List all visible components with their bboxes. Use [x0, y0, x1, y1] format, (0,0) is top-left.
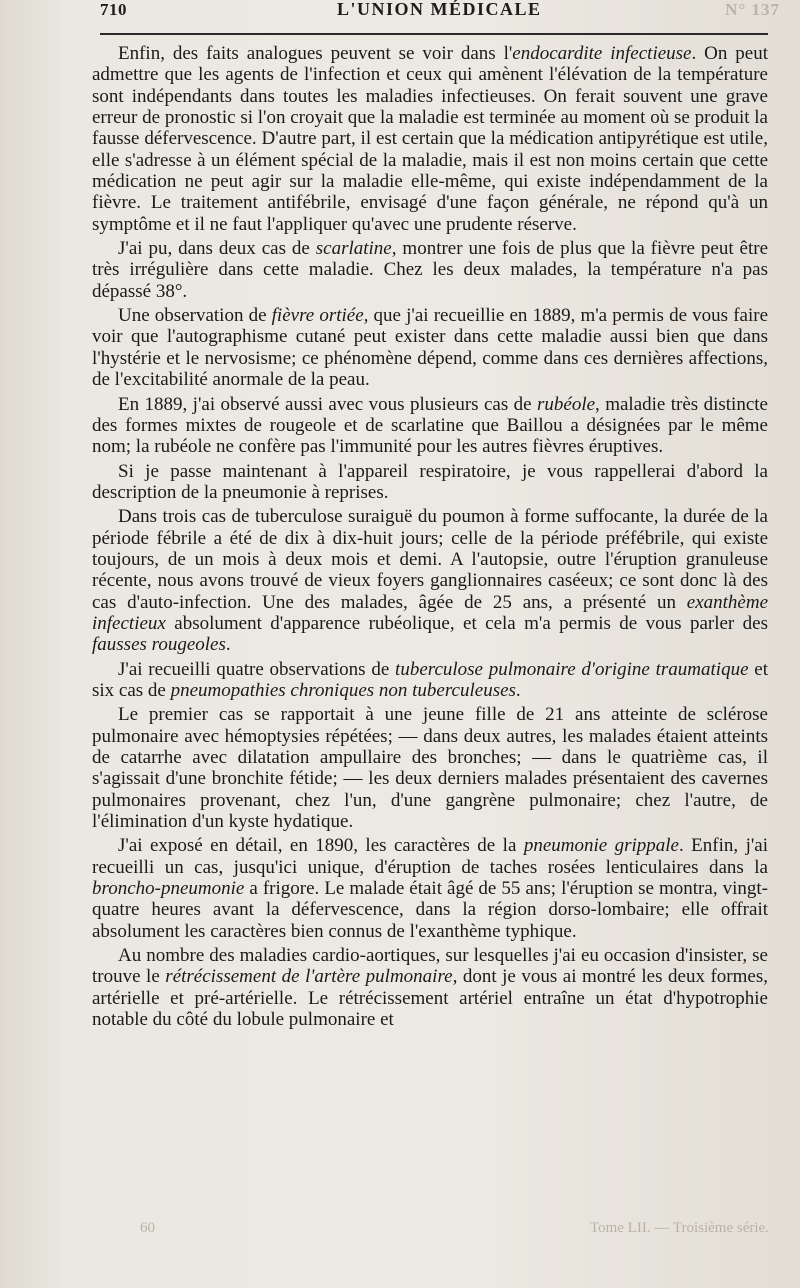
- text-run: Le premier cas se rapportait à une jeune fille de 21 ans atteinte de sclérose pulmonaire avec hémoptysies répétées; — dans deux autres, les malades étaient atteints de catarrhe avec dilatation ampullaire des bronches; — dans le quatrième cas, il s'agissait d'une bronchite fétide; — les deux derniers malades présentaient des cavernes pulmonaires provenant, chez l'un, d'une gangrène pulmonaire; chez l'autre, de l'élimination d'un kyste hydatique.: [92, 704, 768, 833]
- text-run: En 1889, j'ai observé aussi avec vous plusieurs cas de: [118, 393, 537, 415]
- italic-term: rétrécissement de l'artère pulmonaire,: [165, 966, 458, 988]
- italic-term: fausses rougeoles: [92, 634, 226, 656]
- text-run: a frigore. Le malade était âgé de 55 ans; l'éruption se montra, vingt-quatre heures avant la défervescence, dans la région dorso-lombaire; elle offrait absolument les caractères bien connus de l'exanthème typhique.: [92, 878, 768, 942]
- page-number: 710: [100, 0, 127, 19]
- text-run: dont je vous ai montré les deux formes, artérielle et pré-artérielle. Le rétrécissement artériel entraîne un état d'hypotrophie notable du côté du lobule pulmonaire et: [92, 966, 768, 1031]
- italic-term: fièvre ortiée,: [271, 305, 369, 327]
- page-header: [100, 0, 780, 26]
- body-text: [92, 43, 768, 1030]
- italic-term: broncho-pneumonie: [92, 878, 245, 900]
- italic-term: endocardite infectieuse: [512, 43, 692, 64]
- italic-term: pneumonie grippale: [523, 835, 679, 857]
- text-run: que j'ai recueillie en 1889, m'a permis de vous faire voir que l'autographisme cutané peut exister dans cette maladie aussi bien que dans l'hystérie et le nervosisme; ce phénomène dépend, comme dans ces dernières affections, de l'excitabilité anormale de la peau.: [92, 305, 768, 391]
- text-run: , montrer une fois de plus que la fièvre peut être très irrégulière dans cette maladie. Chez les deux malades, la température n'a pas dépassé 38°.: [92, 238, 769, 302]
- text-run: Enfin, des faits analogues peuvent se voir dans l': [118, 43, 513, 64]
- paragraph: [92, 945, 768, 1030]
- text-run: absolument d'apparence rubéolique, et cela m'a permis de vous parler des: [165, 612, 768, 634]
- italic-term: rubéole: [537, 393, 596, 415]
- italic-term: pneumopathies chroniques non tuberculeuses: [170, 679, 516, 701]
- paragraph: [92, 43, 768, 235]
- text-run: J'ai exposé en détail, en 1890, les caractères de la: [118, 835, 524, 857]
- text-run: , maladie très distincte des formes mixtes de rougeole et de scarlatine que Baillou a désignées par le même nom; la rubéole ne confère pas l'immunité pour les autres fièvres éruptives.: [92, 393, 768, 458]
- text-run: . On peut admettre que les agents de l'infection et ceux qui amènent l'élévation de la température sont indépendants dans toutes les maladies infectieuses. On ferait souvent une grave erreur de pronostic si l'on croyait que la maladie est terminée au moment où se produit la fausse défervescence. D'autre part, il est certain que la médication antipyrétique est utile, elle s'adresse à un élément spécial de la maladie, mais il est non moins certain que cette médication ne peut agir sur la maladie elle-même, qui existe indépendamment de la fièvre. Le traitement antifébrile, envisagé d'une façon générale, ne répond qu'à un symptôme et il ne faut l'appliquer qu'avec une prudente réserve.: [92, 43, 768, 235]
- paragraph: [92, 461, 768, 504]
- text-run: . Enfin, j'ai recueilli un cas, jusqu'ici unique, d'éruption de taches rosées lenticulaires dans la: [92, 835, 768, 878]
- text-run: Dans trois cas de tuberculose suraiguë du poumon à forme suffocante, la durée de la période fébrile a été de dix à dix-huit jours; celle de la période préfébrile, qui existe toujours, de un mois à deux mois et demi. A l'autopsie, outre l'éruption granuleuse récente, nous avons trouvé de vieux foyers ganglionnaires caséeux; ce sont donc là des cas d'auto-infection. Une des malades, âgée de 25 ans, a présenté un: [92, 506, 768, 613]
- italic-term: tuberculose pulmonaire d'origine traumatique: [395, 658, 749, 680]
- text-run: .: [515, 679, 521, 701]
- text-run: Si je passe maintenant à l'appareil respiratoire, je vous rappellerai d'abord la description de la pneumonie à reprises.: [92, 460, 768, 503]
- paragraph: [92, 506, 768, 655]
- paragraph: [92, 704, 768, 832]
- paragraph: [92, 835, 768, 942]
- text-run: J'ai pu, dans deux cas de: [118, 238, 316, 260]
- paragraph: [92, 238, 768, 302]
- paragraph: [92, 305, 768, 390]
- text-run: Une observation de: [118, 305, 272, 327]
- header-rule: [100, 33, 768, 35]
- text-run: .: [225, 634, 231, 656]
- signature-mark: 60: [140, 1220, 155, 1236]
- text-run: et six cas de: [92, 658, 768, 701]
- page-footer: [140, 1220, 769, 1237]
- paragraph: [92, 394, 768, 458]
- text-run: Au nombre des maladies cardio-aortiques, sur lesquelles j'ai eu occasion d'insister, se trouve le: [92, 945, 768, 988]
- issue-number: N° 137: [725, 0, 780, 19]
- italic-term: scarlatine: [315, 238, 392, 260]
- volume-note: Tome LII. — Troisième série.: [590, 1220, 769, 1236]
- paragraph: [92, 659, 768, 702]
- running-title: L'UNION MÉDICALE: [337, 0, 542, 19]
- italic-term: exanthème infectieux: [92, 591, 768, 634]
- text-run: J'ai recueilli quatre observations de: [118, 658, 396, 680]
